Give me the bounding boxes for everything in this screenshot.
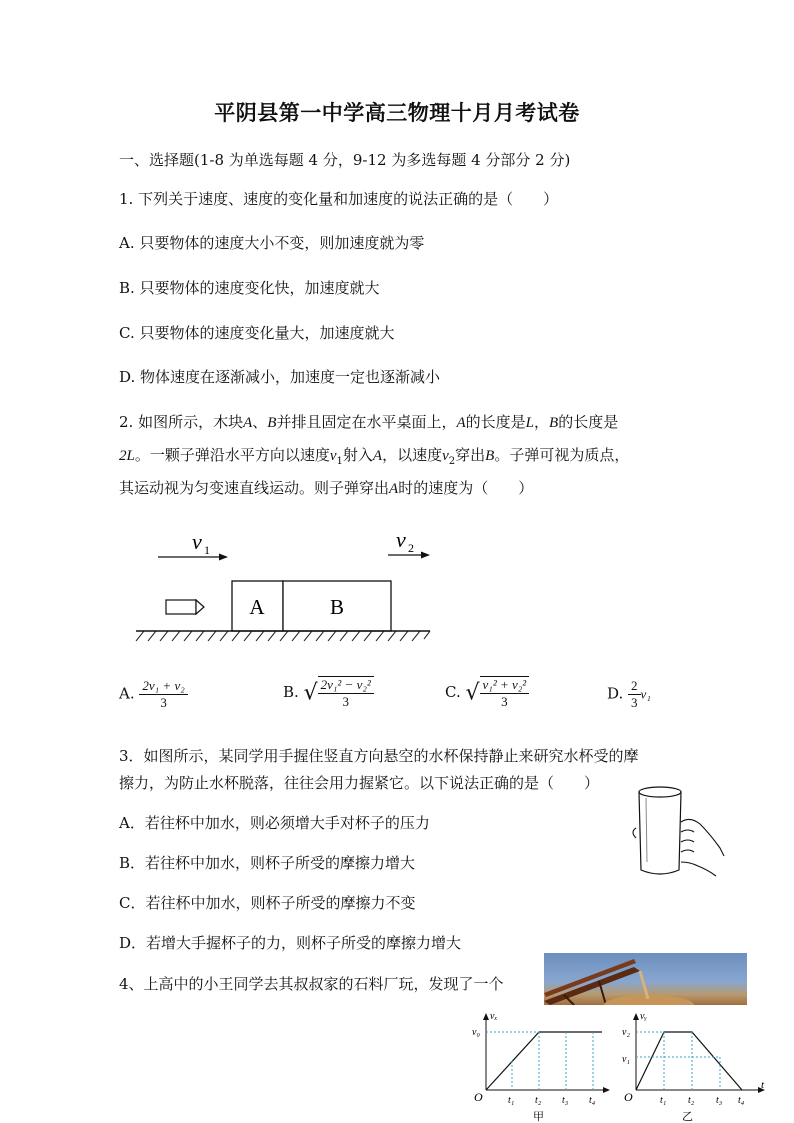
stone-factory-photo — [544, 953, 747, 1005]
q2-option-b: B. √ $\frac{\text{2v₁² − v₂²}}{3}$ — [283, 676, 374, 710]
graph-yi-t1: t₁ — [660, 1095, 667, 1106]
graph-yi-t2: t₂ — [688, 1095, 695, 1106]
sqrt-sign: √ — [303, 680, 318, 706]
q2-blocks-figure — [130, 525, 440, 650]
q3-option-d: D．若增大手握杯子的力，则杯子所受的摩擦力增大 — [119, 934, 462, 952]
graph-jia-caption: 甲 — [533, 1110, 544, 1123]
block-b-label: B — [329, 595, 345, 619]
graph-yi-origin: O — [624, 1090, 633, 1104]
cup-highlight — [646, 798, 647, 862]
q1-option-a: A. 只要物体的速度大小不变，则加速度就为零 — [119, 234, 425, 252]
q3-option-a: A．若往杯中加水，则必须增大手对杯子的压力 — [119, 814, 430, 832]
q2-option-d-fraction: $\frac{2}{3}$ — [628, 678, 641, 711]
graph-jia-origin: O — [474, 1090, 483, 1104]
graph-yi-t3: t₃ — [716, 1095, 723, 1106]
q4-line1: 4、上高中的小王同学去其叔叔家的石料厂玩，发现了一个 — [119, 975, 504, 993]
section-heading: 一、选择题(1-8 为单选每题 4 分，9-12 为多选每题 4 分部分 2 分) — [119, 151, 571, 169]
graph-jia-v0: v₀ — [472, 1027, 480, 1038]
graph-yi-caption: 乙 — [682, 1110, 693, 1123]
bullet-tip — [196, 600, 204, 614]
q2-option-a: A. $\frac{\text{2v₁ + v₂}}{3}$ — [119, 678, 188, 711]
q3-option-b: B．若往杯中加水，则杯子所受的摩擦力增大 — [119, 854, 416, 872]
q3-line2: 擦力，为防止水杯脱落，往往会用力握紧它。以下说法正确的是（ ） — [119, 774, 600, 792]
q2-option-d: D. $\frac{2}{3}$ v₁ — [607, 678, 651, 710]
sqrt-sign: √ — [465, 680, 480, 706]
conveyor-illustration — [544, 953, 747, 1005]
cup-rim — [639, 787, 681, 797]
fig-v1-sub: 1 — [204, 543, 210, 557]
cup-hand-figure — [628, 782, 728, 882]
bullet-body — [166, 600, 196, 614]
q3-line1: 3．如图所示，某同学用手握住竖直方向悬空的水杯保持静止来研究水杯受的摩 — [119, 747, 639, 765]
q2-option-c: C. √ $\frac{\text{v₁² + v₂²}}{3}$ — [445, 676, 529, 710]
q2-line1: 2. 如图所示，木块A、B并排且固定在水平桌面上，A的长度是L，B的长度是 — [119, 413, 619, 431]
fig-v2-label: v — [396, 527, 406, 552]
q1-option-b: B. 只要物体的速度变化快，加速度就大 — [119, 279, 380, 297]
q2-option-a-fraction: $\frac{\text{2v₁ + v₂}}{3}$ — [139, 678, 187, 711]
graph-jia-guides — [486, 1032, 593, 1090]
block-a-label: A — [249, 595, 265, 619]
graph-yi-v1: v₁ — [622, 1054, 630, 1065]
graph-jia-t1: t₁ — [508, 1095, 515, 1106]
table-hatching — [136, 631, 430, 641]
q1-option-d: D. 物体速度在逐渐减小，加速度一定也逐渐减小 — [119, 368, 441, 386]
conveyor-frame — [544, 959, 636, 997]
fig-v1-arrowhead — [219, 554, 228, 561]
q1-option-c: C. 只要物体的速度变化量大，加速度就大 — [119, 324, 395, 342]
fig-v2-arrowhead — [421, 552, 430, 559]
graph-yi-ylabel: vᵧ — [640, 1011, 647, 1022]
graph-yi-guides — [636, 1032, 720, 1090]
q3-option-c: C．若往杯中加水，则杯子所受的摩擦力不变 — [119, 894, 416, 912]
fig-v1-label: v — [192, 529, 202, 554]
graph-yi-line — [636, 1032, 742, 1090]
graph-jia — [472, 1010, 612, 1123]
graph-yi-v2: v₂ — [622, 1027, 630, 1038]
graph-jia-t3: t₃ — [562, 1095, 569, 1106]
graph-jia-t2: t₂ — [535, 1095, 542, 1106]
page-title: 平阴县第一中学高三物理十月月考试卷 — [214, 100, 580, 125]
stone-pile — [604, 995, 694, 1005]
q2-line2: 2L。一颗子弹沿水平方向以速度$v_1$射入A，以速度$v_2$穿出B。子弹可视为质点， — [119, 446, 630, 467]
graph-yi-t4: t₄ — [738, 1095, 745, 1106]
graph-jia-t4: t₄ — [589, 1095, 596, 1106]
fig-v2-sub: 2 — [408, 541, 414, 555]
hand-thumb — [633, 828, 636, 838]
graph-yi-xlabel: t — [761, 1079, 765, 1091]
q2-line3: 其运动视为匀变速直线运动。则子弹穿出A时的速度为（ ） — [119, 479, 534, 497]
q2-option-b-fraction: $\frac{\text{2v₁² − v₂²}}{3}$ — [318, 676, 374, 710]
falling-stones — [640, 971, 648, 999]
q2-option-c-fraction: $\frac{\text{v₁² + v₂²}}{3}$ — [480, 676, 530, 710]
q1-stem: 1. 下列关于速度、速度的变化量和加速度的说法正确的是（ ） — [119, 190, 559, 208]
cup-body — [639, 792, 681, 874]
hand-fingers — [681, 819, 724, 876]
graph-jia-ylabel: vₓ — [490, 1011, 498, 1022]
graph-yi — [622, 1010, 772, 1123]
